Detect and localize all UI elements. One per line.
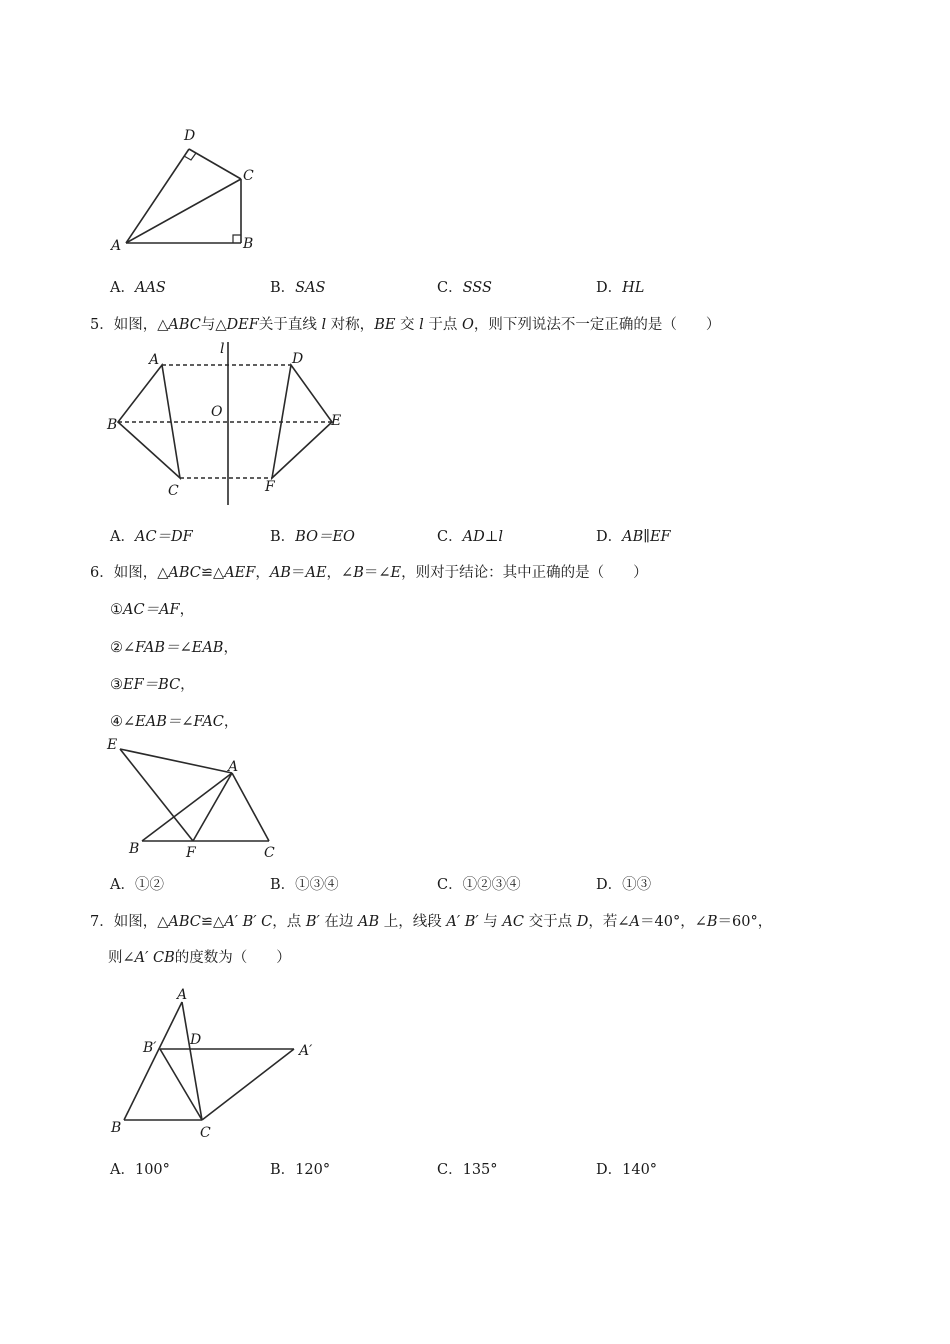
q4-option-d-key: D．: [596, 280, 623, 296]
q5-stem-part: ，则下列说法不一定正确的是（ ）: [473, 317, 721, 333]
q6-c2-end: ，: [223, 640, 238, 656]
q7-stem-part: ≌△: [200, 914, 225, 930]
q5-stem: [90, 313, 720, 334]
q7-stem-part: 如图，△: [113, 914, 169, 930]
q7-stem-part: 上，线段: [379, 914, 447, 930]
q4-right-angle-b: [233, 235, 241, 243]
q4-label-c: C: [243, 168, 254, 184]
q5-option-a[interactable]: [110, 525, 193, 546]
q5-stem-part: 关于直线: [258, 317, 322, 333]
q7-stem-part: ＝60°，: [717, 914, 773, 930]
q5-option-a-text: AC＝DF: [134, 529, 193, 545]
q7-segment-ab: [124, 1002, 182, 1120]
q6-stem-part: ，∠: [326, 565, 354, 581]
q7-label-a1: A′: [299, 1043, 313, 1059]
q6-stem-b: B: [353, 565, 364, 581]
q6-number: 6．: [90, 565, 114, 581]
q7-option-c[interactable]: C．135°: [437, 1162, 498, 1178]
q6-conclusion-4: [110, 710, 238, 731]
q7-stem-abc: ABC: [168, 914, 201, 930]
q5-stem-be: BE: [374, 317, 396, 333]
q4-option-c-key: C．: [437, 280, 463, 296]
q5-stem-l: l: [419, 317, 424, 333]
q5-stem-part: 于点: [423, 317, 463, 333]
q7-stem-part: 与: [478, 914, 503, 930]
q5-label-o: O: [211, 404, 223, 420]
q5-option-d-key: D．: [596, 529, 623, 545]
q5-figure: [100, 340, 360, 510]
q6-stem-abc: ABC: [168, 565, 201, 581]
q7-stem-abc2: A′ B′ C: [224, 914, 273, 930]
q5-label-a: A: [149, 352, 160, 368]
q7-option-a[interactable]: A．100°: [110, 1162, 170, 1178]
q6-stem-part: ，: [255, 565, 270, 581]
q6-stem-ae: AE: [305, 565, 327, 581]
q6-label-a: A: [228, 759, 239, 775]
q4-segment-dc: [189, 149, 241, 179]
q6-option-b[interactable]: B．①③④: [270, 877, 339, 893]
q5-label-b: B: [107, 417, 118, 433]
q7-stem-a: A: [629, 914, 640, 930]
q7-stem-line-2: [108, 946, 291, 967]
q6-option-c[interactable]: C．①②③④: [437, 877, 521, 893]
q6-c3-end: ，: [180, 677, 195, 693]
q7-stem-acb: A′ CB: [134, 950, 175, 966]
q6-stem-part: 如图，△: [113, 565, 169, 581]
q5-option-b[interactable]: [270, 525, 355, 546]
q7-label-b1: B′: [143, 1040, 157, 1056]
q4-segment-ac: [126, 179, 241, 243]
q6-option-d[interactable]: D．①③: [596, 877, 652, 893]
q5-option-d[interactable]: [596, 525, 671, 546]
q5-stem-part: 交: [395, 317, 420, 333]
q7-stem-part: ，点: [272, 914, 306, 930]
q6-label-c: C: [264, 845, 275, 861]
q4-option-a-key: A．: [110, 280, 135, 296]
q5-label-c: C: [168, 483, 179, 499]
q7-number: 7．: [90, 914, 114, 930]
q6-c4-text: EAB＝∠FAC: [135, 714, 224, 730]
q5-label-l: l: [220, 341, 225, 357]
q6-conclusion-2: [110, 636, 238, 657]
q4-option-a[interactable]: [110, 276, 166, 297]
q6-stem-part: ＝: [290, 565, 306, 581]
q6-option-a[interactable]: A．①②: [110, 877, 164, 893]
q4-figure: [100, 120, 270, 260]
q4-option-d[interactable]: [596, 276, 644, 297]
q7-stem-part: ，若∠: [588, 914, 630, 930]
q4-segment-ad: [126, 149, 189, 243]
q6-stem-e: E: [390, 565, 402, 581]
q7-stem-part: ＝40°，∠: [640, 914, 707, 930]
q6-stem-part: ＝∠: [363, 565, 391, 581]
q6-segment-ac: [232, 773, 269, 841]
q4-label-b: B: [243, 236, 254, 252]
q5-stem-part: 与△: [200, 317, 227, 333]
q5-stem-abc: ABC: [168, 317, 201, 333]
q7-stem-ac: AC: [502, 914, 524, 930]
q7-stem-part: 在边: [319, 914, 359, 930]
q5-label-e: E: [331, 413, 342, 429]
q6-c1-text: AC＝AF: [123, 602, 180, 618]
q6-c2-text: FAB＝∠EAB: [135, 640, 224, 656]
q5-option-c-key: C．: [437, 529, 463, 545]
q4-option-b-key: B．: [270, 280, 296, 296]
q7-stem-d: D: [576, 914, 589, 930]
q4-option-c-text: SSS: [462, 280, 492, 296]
q6-c1-num: ①: [110, 602, 123, 618]
q6-stem-part: ，则对于结论：其中正确的是（ ）: [401, 565, 648, 581]
q7-segment-a1c: [202, 1049, 294, 1120]
q7-label-d: D: [190, 1032, 202, 1048]
q6-stem-ab: AB: [269, 565, 291, 581]
q6-c4-num: ④∠: [110, 714, 136, 730]
q5-stem-part: 对称，: [326, 317, 375, 333]
q4-label-a: A: [111, 238, 122, 254]
q7-stem-b1: B′: [305, 914, 320, 930]
q5-option-c[interactable]: [437, 525, 503, 546]
q7-label-b: B: [111, 1120, 122, 1136]
q6-stem: [90, 561, 648, 582]
q6-c2-num: ②∠: [110, 640, 136, 656]
q5-stem-def: DEF: [226, 317, 259, 333]
q7-option-d[interactable]: D．140°: [596, 1162, 658, 1178]
q5-label-f: F: [265, 479, 275, 495]
q5-stem-part: 如图，△: [113, 317, 169, 333]
q4-option-b[interactable]: [270, 276, 326, 297]
q7-stem-part: 则∠: [108, 950, 135, 966]
q5-option-b-text: BO＝EO: [295, 529, 355, 545]
q5-option-d-text: AB∥EF: [622, 529, 671, 545]
q6-label-e: E: [107, 737, 118, 753]
q7-stem-b: B: [706, 914, 718, 930]
q4-option-a-text: AAS: [134, 280, 166, 296]
q6-figure: [100, 732, 300, 862]
q6-label-f: F: [186, 845, 196, 861]
q5-stem-o: O: [462, 317, 474, 333]
q4-option-b-text: SAS: [295, 280, 326, 296]
q4-label-d: D: [184, 128, 196, 144]
q6-label-b: B: [129, 841, 140, 857]
q7-stem-part: 交于点: [524, 914, 577, 930]
q6-c4-end: ，: [223, 714, 239, 730]
q7-stem-ab: AB: [358, 914, 380, 930]
q5-number: 5．: [90, 317, 114, 333]
q6-segment-af: [193, 773, 232, 841]
q7-stem-line-1: [90, 910, 772, 931]
q4-option-d-text: HL: [622, 280, 645, 296]
q5-option-a-key: A．: [110, 529, 135, 545]
q5-stem-l: l: [321, 317, 327, 333]
q6-conclusion-1: [110, 598, 194, 619]
q4-option-c[interactable]: [437, 276, 492, 297]
q7-option-b[interactable]: B．120°: [270, 1162, 331, 1178]
q5-label-d: D: [292, 351, 304, 367]
q7-stem-part: 的度数为（ ）: [174, 950, 291, 966]
q7-label-c: C: [200, 1125, 211, 1141]
q6-c1-end: ，: [179, 602, 195, 618]
q7-label-a: A: [177, 987, 188, 1003]
q6-stem-part: ≌△: [200, 565, 225, 581]
q6-c3-num: ③: [110, 677, 123, 693]
q6-stem-aef: AEF: [224, 565, 256, 581]
q6-conclusion-3: [110, 673, 195, 694]
q5-option-c-text: AD⊥l: [462, 529, 503, 545]
q6-segment-ab: [142, 773, 232, 841]
q7-stem-ab1: A′ B′: [446, 914, 479, 930]
q5-option-b-key: B．: [270, 529, 296, 545]
q6-c3-text: EF＝BC: [123, 677, 181, 693]
q7-figure: [100, 980, 330, 1145]
